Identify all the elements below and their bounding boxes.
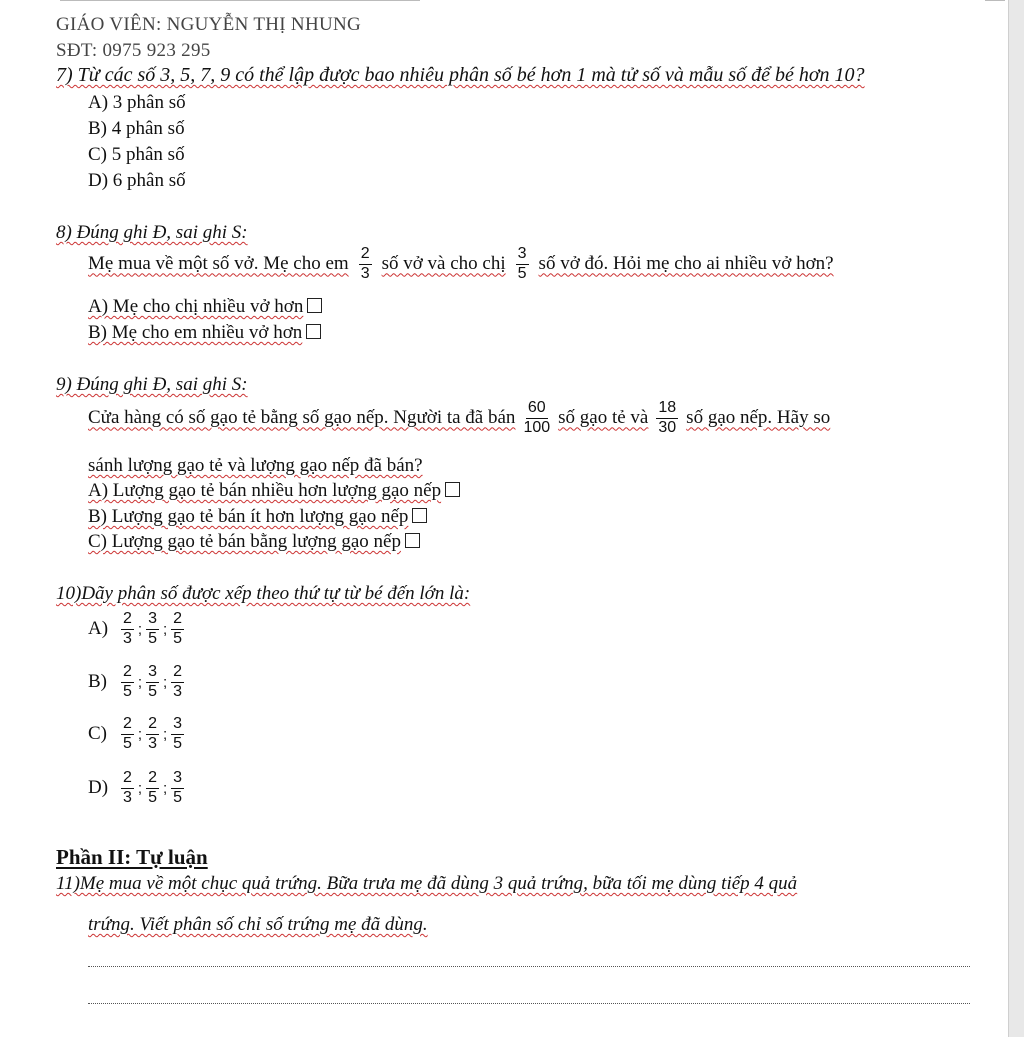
q10-a-frac-3: [171, 611, 184, 648]
frac-den: 3: [148, 734, 157, 752]
q8-fraction-2: [516, 246, 529, 283]
frac-separator: ;: [137, 779, 143, 797]
q10-option-d: [88, 770, 187, 807]
frac-num: 2: [121, 611, 134, 630]
q9-text-c: số gạo nếp. Hãy so: [686, 407, 831, 429]
q10-a-frac-2: [146, 611, 159, 648]
q9-frac2-den: 30: [658, 418, 677, 436]
q10-d-frac-2: [146, 770, 159, 807]
q8-text-a: Mẹ mua về một số vở. Mẹ cho em: [88, 253, 349, 275]
q10-d-frac-3: [171, 770, 184, 807]
q9-statement: [88, 400, 830, 437]
q9-option-b-checkbox[interactable]: [412, 508, 427, 523]
frac-num: 2: [121, 716, 134, 735]
q10-option-a-label: A): [88, 618, 109, 640]
frac-num: 3: [171, 716, 184, 735]
q10-title: 10)Dãy phân số được xếp theo thứ tự từ bé đến lớn là:: [56, 583, 471, 604]
frac-den: 5: [148, 788, 157, 806]
frac-den: 3: [123, 629, 132, 647]
q9-option-c: [88, 531, 420, 553]
q9-option-a-text: A) Lượng gạo tẻ bán nhiều hơn lượng gạo nếp: [88, 480, 442, 501]
frac-num: 2: [171, 664, 184, 683]
q10-option-c: [88, 716, 187, 753]
q9-line2: sánh lượng gạo tẻ và lượng gạo nếp đã bán?: [88, 455, 423, 476]
frac-den: 5: [173, 788, 183, 806]
q8-text-b: số vở và cho chị: [381, 253, 506, 275]
q10-option-d-label: D): [88, 777, 109, 799]
frac-separator: ;: [137, 620, 143, 638]
part2-title: Phần II: Tự luận: [56, 845, 208, 869]
frac-separator: ;: [137, 673, 143, 691]
q7-option-d: D) 6 phân số: [88, 170, 186, 191]
q7-option-b: B) 4 phân số: [88, 118, 185, 139]
frac-den: 3: [173, 682, 183, 700]
q8-option-a-checkbox[interactable]: [307, 298, 322, 313]
q10-b-frac-2: [146, 664, 159, 701]
q11-line2: trứng. Viết phân số chỉ số trứng mẹ đã dùng.: [88, 914, 428, 935]
q7-option-a: A) 3 phân số: [88, 92, 186, 113]
frac-separator: ;: [162, 673, 168, 691]
teacher-name: GIÁO VIÊN: NGUYỄN THỊ NHUNG: [56, 14, 362, 35]
q10-option-c-label: C): [88, 723, 107, 745]
q8-frac1-den: 3: [360, 264, 370, 282]
q9-option-a-checkbox[interactable]: [445, 482, 460, 497]
q10-option-b: [88, 664, 187, 701]
q10-b-frac-3: [171, 664, 184, 701]
q8-statement: [88, 246, 834, 283]
frac-den: 5: [123, 682, 132, 700]
top-border-line-right: [985, 0, 1005, 1]
q8-option-b: [88, 322, 321, 344]
q9-fraction-2: [656, 400, 678, 437]
frac-den: 5: [148, 629, 157, 647]
frac-num: 2: [121, 664, 134, 683]
teacher-phone: SĐT: 0975 923 295: [56, 40, 211, 61]
frac-separator: ;: [137, 725, 143, 743]
q8-text-c: số vở đó. Hỏi mẹ cho ai nhiều vở hơn?: [538, 253, 834, 275]
q9-option-c-checkbox[interactable]: [405, 533, 420, 548]
answer-line-1[interactable]: [88, 966, 970, 967]
q9-frac1-den: 100: [523, 418, 551, 436]
frac-separator: ;: [162, 620, 168, 638]
frac-num: 3: [171, 770, 184, 789]
q9-option-c-text: C) Lượng gạo tẻ bán bằng lượng gạo nếp: [88, 531, 401, 552]
q8-frac2-den: 5: [517, 264, 527, 282]
q9-option-b-text: B) Lượng gạo tẻ bán ít hơn lượng gạo nếp: [88, 506, 409, 527]
top-border-line: [60, 0, 420, 1]
q9-option-b: [88, 506, 427, 528]
q9-text-b: số gạo tẻ và: [558, 407, 649, 429]
q8-title: 8) Đúng ghi Đ, sai ghi S:: [56, 222, 248, 243]
frac-den: 3: [123, 788, 132, 806]
q10-c-frac-3: [171, 716, 184, 753]
page-left-margin: [0, 0, 14, 1037]
q8-option-b-checkbox[interactable]: [306, 324, 321, 339]
q10-c-frac-2: [146, 716, 159, 753]
q8-option-a: [88, 296, 322, 318]
q9-fraction-1: [523, 400, 550, 437]
frac-separator: ;: [162, 779, 168, 797]
q8-frac1-num: 2: [359, 246, 372, 265]
frac-num: 2: [121, 770, 134, 789]
window-right-edge: [1008, 0, 1024, 1037]
q9-frac2-num: 18: [656, 400, 678, 419]
frac-den: 5: [173, 734, 183, 752]
frac-den: 5: [123, 734, 132, 752]
frac-num: 2: [146, 716, 159, 735]
q10-b-frac-1: [121, 664, 134, 701]
frac-num: 2: [171, 611, 184, 630]
frac-num: 3: [146, 611, 159, 630]
q8-option-b-text: B) Mẹ cho em nhiều vở hơn: [88, 322, 303, 343]
frac-num: 2: [146, 770, 159, 789]
q11-line1: 11)Mẹ mua về một chục quả trứng. Bữa trưa mẹ đã dùng 3 quả trứng, bữa tối mẹ dùng tiếp 4 quả: [56, 873, 798, 894]
q8-option-a-text: A) Mẹ cho chị nhiều vở hơn: [88, 296, 304, 317]
frac-den: 5: [148, 682, 157, 700]
q7-question: 7) Từ các số 3, 5, 7, 9 có thể lập được bao nhiêu phân số bé hơn 1 mà tử số và mẫu số để bé hơn 10?: [56, 64, 865, 86]
q10-option-a: [88, 611, 187, 648]
q7-option-c: C) 5 phân số: [88, 144, 185, 165]
answer-line-2[interactable]: [88, 1003, 970, 1004]
q8-fraction-1: [359, 246, 372, 283]
frac-num: 3: [146, 664, 159, 683]
q10-d-frac-1: [121, 770, 134, 807]
q9-option-a: [88, 480, 460, 502]
q10-option-b-label: B): [88, 671, 107, 693]
frac-den: 5: [173, 629, 183, 647]
frac-separator: ;: [162, 725, 168, 743]
q9-text-a: Cửa hàng có số gạo tẻ bằng số gạo nếp. Người ta đã bán: [88, 407, 516, 429]
q10-a-frac-1: [121, 611, 134, 648]
q8-frac2-num: 3: [516, 246, 529, 265]
q10-c-frac-1: [121, 716, 134, 753]
q9-frac1-num: 60: [526, 400, 548, 419]
q9-title: 9) Đúng ghi Đ, sai ghi S:: [56, 374, 248, 395]
